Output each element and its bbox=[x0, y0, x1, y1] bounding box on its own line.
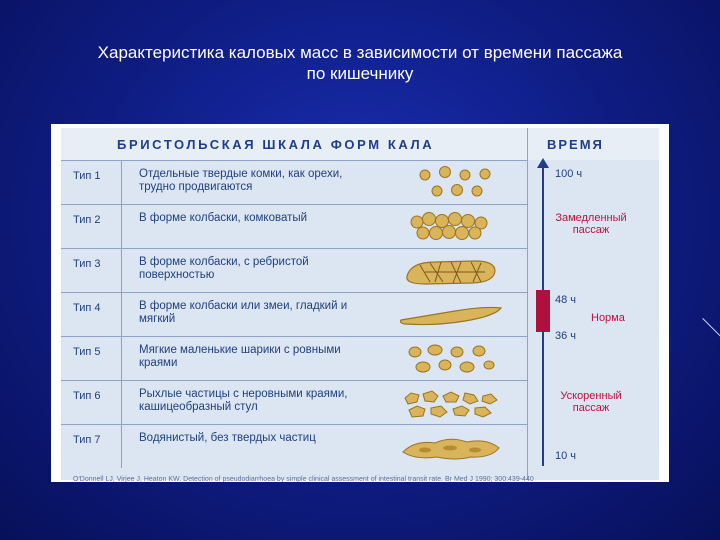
figure-header bbox=[61, 128, 659, 160]
table-row-type6 bbox=[61, 380, 527, 424]
stool-type2-illustration bbox=[395, 208, 505, 245]
row-description: Рыхлые частицы с неровными краями, кашицеобразный стул bbox=[139, 388, 348, 413]
slide-title-line1: Характеристика каловых масс в зависимости от времени пассажа bbox=[97, 43, 623, 62]
bristol-scale-figure bbox=[51, 124, 669, 482]
table-row-type4 bbox=[61, 292, 527, 336]
decorative-line bbox=[702, 318, 720, 340]
column-divider bbox=[121, 293, 122, 336]
column-divider bbox=[121, 205, 122, 248]
row-description: Водянистый, без твердых частиц bbox=[139, 432, 316, 444]
time-column-header: ВРЕМЯ bbox=[547, 137, 604, 152]
column-divider bbox=[121, 249, 122, 292]
time-label-10h: 10 ч bbox=[555, 450, 577, 462]
table-row-type1 bbox=[61, 160, 527, 204]
stool-type6-illustration bbox=[395, 384, 505, 421]
column-divider bbox=[121, 161, 122, 204]
row-description: Отдельные твердые комки, как орехи, трудно продвигаются bbox=[139, 168, 343, 193]
row-type-label: Тип 6 bbox=[73, 390, 101, 402]
norm-range-bar bbox=[536, 290, 550, 332]
slide-title-line2: по кишечнику bbox=[306, 64, 414, 83]
time-label-norm: Норма bbox=[591, 312, 625, 324]
row-type-label: Тип 5 bbox=[73, 346, 101, 358]
table-row-type7 bbox=[61, 424, 527, 468]
row-type-label: Тип 1 bbox=[73, 170, 101, 182]
stool-type3-illustration bbox=[395, 252, 505, 289]
row-type-label: Тип 7 bbox=[73, 434, 101, 446]
row-description: В форме колбаски или змеи, гладкий и мягкий bbox=[139, 300, 348, 325]
figure-footnote: O'Donnell LJ, Virjee J, Heaton KW. Detection of pseudodiarrhoea by simple clinical assessment of intestinal transit rate. Br Med J 1990; 300:439-440 bbox=[73, 476, 534, 482]
column-divider bbox=[121, 425, 122, 468]
stool-type5-illustration bbox=[395, 340, 505, 377]
table-row-type5 bbox=[61, 336, 527, 380]
stool-type1-illustration bbox=[395, 164, 505, 201]
slide-title bbox=[0, 42, 720, 84]
time-label-slow: Замедленный пассаж bbox=[555, 212, 627, 236]
row-description: Мягкие маленькие шарики с ровными краями bbox=[139, 344, 341, 369]
figure-header-title: БРИСТОЛЬСКАЯ ШКАЛА ФОРМ КАЛА bbox=[117, 137, 435, 152]
stool-type4-illustration bbox=[395, 296, 505, 333]
table-row-type2 bbox=[61, 204, 527, 248]
time-label-fast: Ускоренный пассаж bbox=[560, 390, 622, 414]
figure-body bbox=[61, 128, 659, 480]
time-label-36h: 36 ч bbox=[555, 330, 577, 342]
column-divider bbox=[121, 337, 122, 380]
stool-type7-illustration bbox=[395, 428, 505, 465]
column-divider bbox=[121, 381, 122, 424]
time-label-48h: 48 ч bbox=[555, 294, 577, 306]
time-column-divider bbox=[527, 128, 528, 480]
row-type-label: Тип 3 bbox=[73, 258, 101, 270]
row-type-label: Тип 4 bbox=[73, 302, 101, 314]
row-description: В форме колбаски, с ребристой поверхностью bbox=[139, 256, 309, 281]
time-label-100h: 100 ч bbox=[555, 168, 583, 180]
table-row-type3 bbox=[61, 248, 527, 292]
row-description: В форме колбаски, комковатый bbox=[139, 212, 308, 224]
row-type-label: Тип 2 bbox=[73, 214, 101, 226]
